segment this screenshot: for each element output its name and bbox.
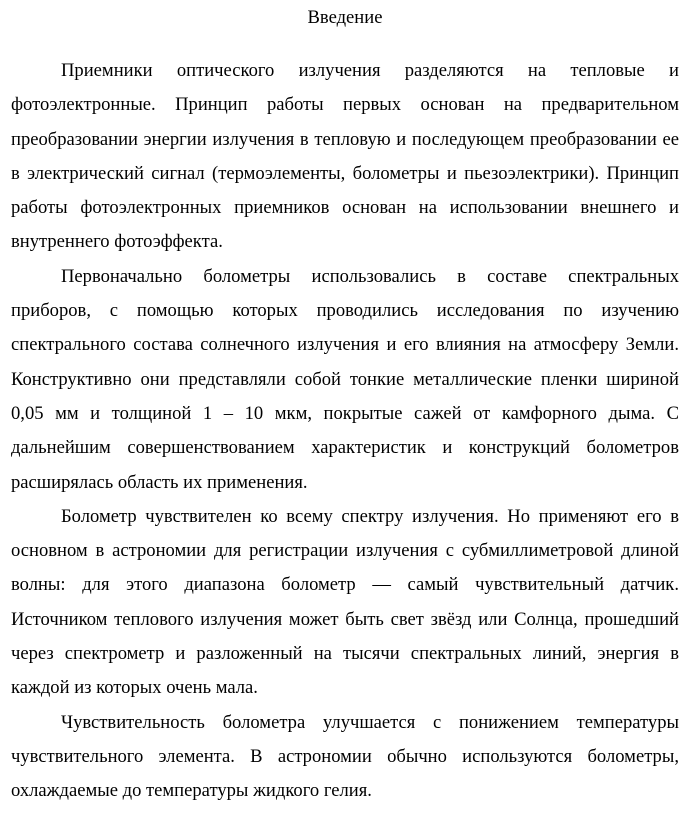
paragraph-intro: Приемники оптического излучения разделяются на тепловые и фотоэлектронные. Принцип работы первых основан на предварительном преобразовании энергии излучения в тепловую и последующем преобразовании ее в электрический сигнал (термоэлементы, болометры и пьезоэлектрики). Принцип работы фотоэлектронных приемников основан на использовании внешнего и внутреннего фотоэффекта.	[11, 60, 679, 253]
paragraph-sensitivity: Болометр чувствителен ко всему спектру излучения. Но применяют его в основном в астрономии для регистрации излучения с субмиллиметровой длиной волны: для этого диапазона болометр — самый чувствительный датчик. Источником теплового излучения может быть свет звёзд или Солнца, прошедший через спектрометр и разложенный на тысячи спектральных линий, энергия в каждой из которых очень мала.	[11, 505, 679, 699]
page-title: Введение	[307, 7, 383, 28]
paragraph-cooling: Чувствительность болометра улучшается с понижением температуры чувствительного элемента. В астрономии обычно используются болометры, охлаждаемые до температуры жидкого гелия.	[11, 711, 679, 802]
paragraph-history: Первоначально болометры использовались в составе спектральных приборов, с помощью которых проводились исследования по изучению спектрального состава солнечного излучения и его влияния на атмосферу Земли. Конструктивно они представляли собой тонкие металлические пленки шириной 0,05 мм и толщиной 1 – 10 мкм, покрытые сажей от камфорного дыма. С дальнейшим совершенствованием характеристик и конструкций болометров расширялась область их применения.	[11, 265, 679, 493]
